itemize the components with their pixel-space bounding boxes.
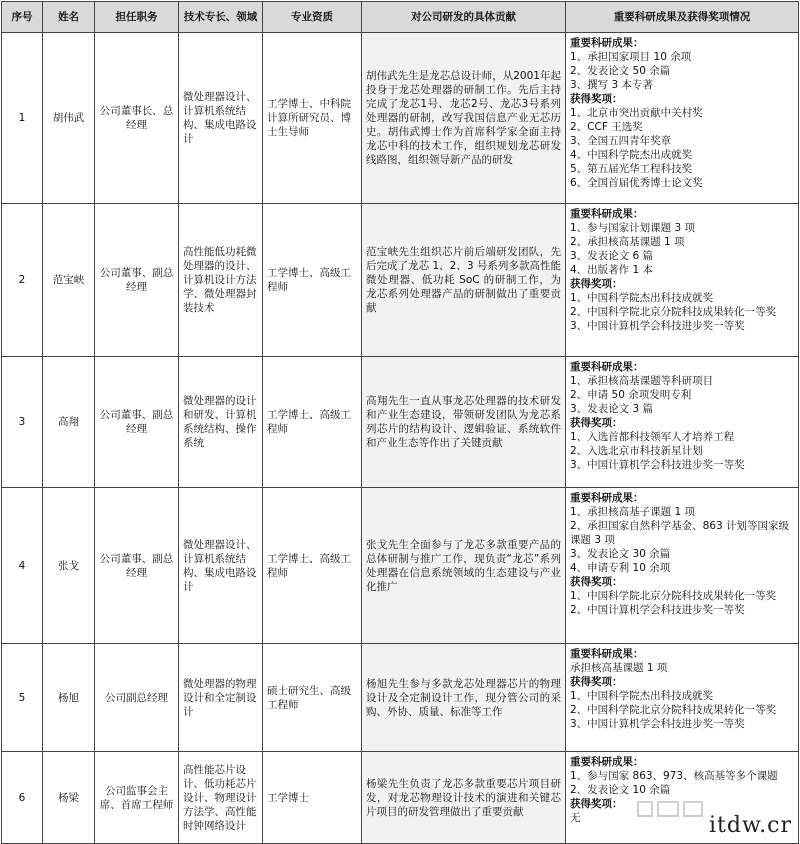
person-name: 胡伟武	[43, 33, 95, 204]
achievement-item: 3、发表论文 3 篇	[570, 403, 654, 415]
header-qualification: 专业资质	[263, 2, 362, 33]
person-contribution: 杨旭先生参与多款龙芯处理器芯片的物理设计及全定制设计工作，现分管公司的采购、外协、质量、标准等工作	[362, 644, 566, 752]
achievement-item: 1、承担国家项目 10 余项	[570, 51, 692, 63]
achievement-heading: 获得奖项：	[570, 278, 623, 290]
row-number: 5	[2, 644, 43, 752]
person-position: 公司董事长、总经理	[95, 33, 179, 204]
person-position: 公司董事、副总经理	[95, 357, 179, 488]
achievement-item: 2、中国计算机学会科技进步奖一等奖	[570, 604, 745, 616]
achievement-item: 1、北京市突出贡献中关村奖	[570, 107, 703, 119]
person-achievements	[566, 488, 799, 644]
person-qualification: 工学博士、高级工程师	[263, 204, 362, 357]
header-position: 担任职务	[95, 2, 179, 33]
achievement-item: 1、中国科学院杰出科技成就奖	[570, 292, 714, 304]
table-header-row	[2, 2, 799, 33]
header-achievements: 重要科研成果及获得奖项情况	[566, 2, 799, 33]
header-no: 序号	[2, 2, 43, 33]
person-tech-expertise: 高性能芯片设计、低功耗芯片设计、物理设计方法学、高性能时钟网络设计	[179, 752, 263, 844]
row-number: 4	[2, 488, 43, 644]
achievement-item: 1、参与国家 863、973、核高基等多个课题	[570, 770, 778, 782]
achievement-item: 1、中国科学院杰出科技成就奖	[570, 690, 714, 702]
person-achievements	[566, 357, 799, 488]
achievement-heading: 重要科研成果：	[570, 208, 644, 220]
person-name: 杨旭	[43, 644, 95, 752]
table-row	[2, 357, 799, 488]
achievement-item: 2、承担核高基课题 1 项	[570, 236, 685, 248]
achievement-item: 1、承担核高基子课题 1 项	[570, 506, 696, 518]
achievement-item: 2、发表论文 50 余篇	[570, 65, 671, 77]
person-position: 公司监事会主席、首席工程师	[95, 752, 179, 844]
person-name: 高翔	[43, 357, 95, 488]
person-qualification: 硕士研究生、高级工程师	[263, 644, 362, 752]
achievement-heading: 重要科研成果：	[570, 756, 644, 768]
achievement-heading: 重要科研成果：	[570, 361, 644, 373]
achievement-item: 承担核高基课题 1 项	[570, 662, 668, 674]
person-contribution: 杨梁先生负责了龙芯多款重要芯片项目研发，对龙芯物理设计技术的演进和关键芯片项目的研发管理做出了重要贡献	[362, 752, 566, 844]
person-name: 范宝峡	[43, 204, 95, 357]
person-contribution: 张戈先生全面参与了龙芯多款重要产品的总体研制与推广工作，现负责“龙芯”系列处理器在信息系统领域的生态建设与产业化推广	[362, 488, 566, 644]
achievement-heading: 重要科研成果：	[570, 492, 644, 504]
achievement-heading: 获得奖项：	[570, 576, 623, 588]
person-contribution: 范宝峡先生组织芯片前后端研发团队，先后完成了龙芯 1、2、3 号系列多款高性能微处理器、低功耗 SoC 的研制工作，为龙芯系列处理器产品的研制做出了重要贡献	[362, 204, 566, 357]
row-number: 6	[2, 752, 43, 844]
person-name: 张戈	[43, 488, 95, 644]
watermark-text: itdw.cr	[708, 813, 792, 838]
achievement-item: 4、中国科学院杰出成就奖	[570, 149, 693, 161]
person-tech-expertise: 微处理器的物理设计和全定制设计	[179, 644, 263, 752]
row-number: 2	[2, 204, 43, 357]
achievement-item: 4、申请专利 10 余项	[570, 562, 671, 574]
person-contribution: 胡伟武先生是龙芯总设计师，从2001年起投身于龙芯处理器的研制工作。先后主持完成了龙芯1号、龙芯2号、龙芯3号系列处理器的研制，改写我国信息产业无芯历史。胡伟武博士作为首席科学家全面主持龙芯中科的技术工作，组织规划龙芯研发线路图，组织领导新产品的研发	[362, 33, 566, 204]
achievement-item: 无	[570, 812, 581, 824]
person-position: 公司副总经理	[95, 644, 179, 752]
person-name: 杨梁	[43, 752, 95, 844]
achievement-item: 1、参与国家计划课题 3 项	[570, 222, 696, 234]
person-achievements	[566, 33, 799, 204]
person-achievements	[566, 204, 799, 357]
table-row	[2, 204, 799, 357]
person-qualification: 工学博士、中科院计算所研究员、博士生导师	[263, 33, 362, 204]
person-achievements	[566, 644, 799, 752]
person-position: 公司董事、副总经理	[95, 488, 179, 644]
achievement-item: 5、第五届光华工程科技奖	[570, 163, 693, 175]
achievement-item: 3、中国计算机学会科技进步奖一等奖	[570, 718, 745, 730]
achievement-item: 2、入选北京市科技新星计划	[570, 445, 703, 457]
achievement-item: 1、中国科学院北京分院科技成果转化一等奖	[570, 590, 777, 602]
table-row	[2, 488, 799, 644]
achievement-item: 3、发表论文 30 余篇	[570, 548, 671, 560]
achievement-heading: 获得奖项：	[570, 676, 623, 688]
achievement-item: 2、申请 50 余项发明专利	[570, 389, 692, 401]
row-number: 3	[2, 357, 43, 488]
header-name: 姓名	[43, 2, 95, 33]
achievement-heading: 重要科研成果：	[570, 648, 644, 660]
achievement-heading: 获得奖项：	[570, 417, 623, 429]
person-tech-expertise: 微处理器的设计和研发、计算机系统结构、操作系统	[179, 357, 263, 488]
achievement-item: 3、中国计算机学会科技进步奖一等奖	[570, 320, 745, 332]
achievement-item: 2、承担国家自然科学基金、863 计划等国家级课题 3 项	[570, 520, 790, 546]
rd-personnel-table	[1, 1, 799, 844]
achievement-item: 3、撰写 3 本专著	[570, 79, 654, 91]
achievement-item: 6、全国首届优秀博士论文奖	[570, 177, 703, 189]
achievement-item: 1、承担核高基课题等科研项目	[570, 375, 714, 387]
achievement-heading: 获得奖项：	[570, 798, 623, 810]
table-row	[2, 33, 799, 204]
achievement-item: 3、中国计算机学会科技进步奖一等奖	[570, 459, 745, 471]
person-tech-expertise: 微处理器设计、计算机系统结构、集成电路设计	[179, 488, 263, 644]
person-contribution: 高翔先生一直从事龙芯处理器的技术研发和产业生态建设，带领研发团队为龙芯系列芯片的结构设计、逻辑验证、系统软件和产业生态等作出了关键贡献	[362, 357, 566, 488]
header-contribution: 对公司研发的具体贡献	[362, 2, 566, 33]
achievement-item: 2、中国科学院北京分院科技成果转化一等奖	[570, 704, 777, 716]
person-qualification: 工学博士、高级工程师	[263, 357, 362, 488]
achievement-item: 2、发表论文 10 余篇	[570, 784, 671, 796]
person-tech-expertise: 微处理器设计、计算机系统结构、集成电路设计	[179, 33, 263, 204]
achievement-heading: 重要科研成果：	[570, 37, 644, 49]
achievement-item: 2、中国科学院北京分院科技成果转化一等奖	[570, 306, 777, 318]
person-tech-expertise: 高性能低功耗微处理器的设计、计算机设计方法学、微处理器封装技术	[179, 204, 263, 357]
person-qualification: 工学博士、高级工程师	[263, 488, 362, 644]
achievement-item: 1、入选首都科技领军人才培养工程	[570, 431, 735, 443]
person-position: 公司董事、副总经理	[95, 204, 179, 357]
achievement-item: 3、全国五四青年奖章	[570, 135, 672, 147]
watermark-logo	[636, 798, 706, 820]
achievement-item: 2、CCF 王选奖	[570, 121, 643, 133]
person-qualification: 工学博士	[263, 752, 362, 844]
achievement-item: 3、发表论文 6 篇	[570, 250, 654, 262]
achievement-item: 4、出版著作 1 本	[570, 264, 654, 276]
header-tech: 技术专长、领域	[179, 2, 263, 33]
table-row	[2, 644, 799, 752]
row-number: 1	[2, 33, 43, 204]
achievement-heading: 获得奖项：	[570, 93, 623, 105]
